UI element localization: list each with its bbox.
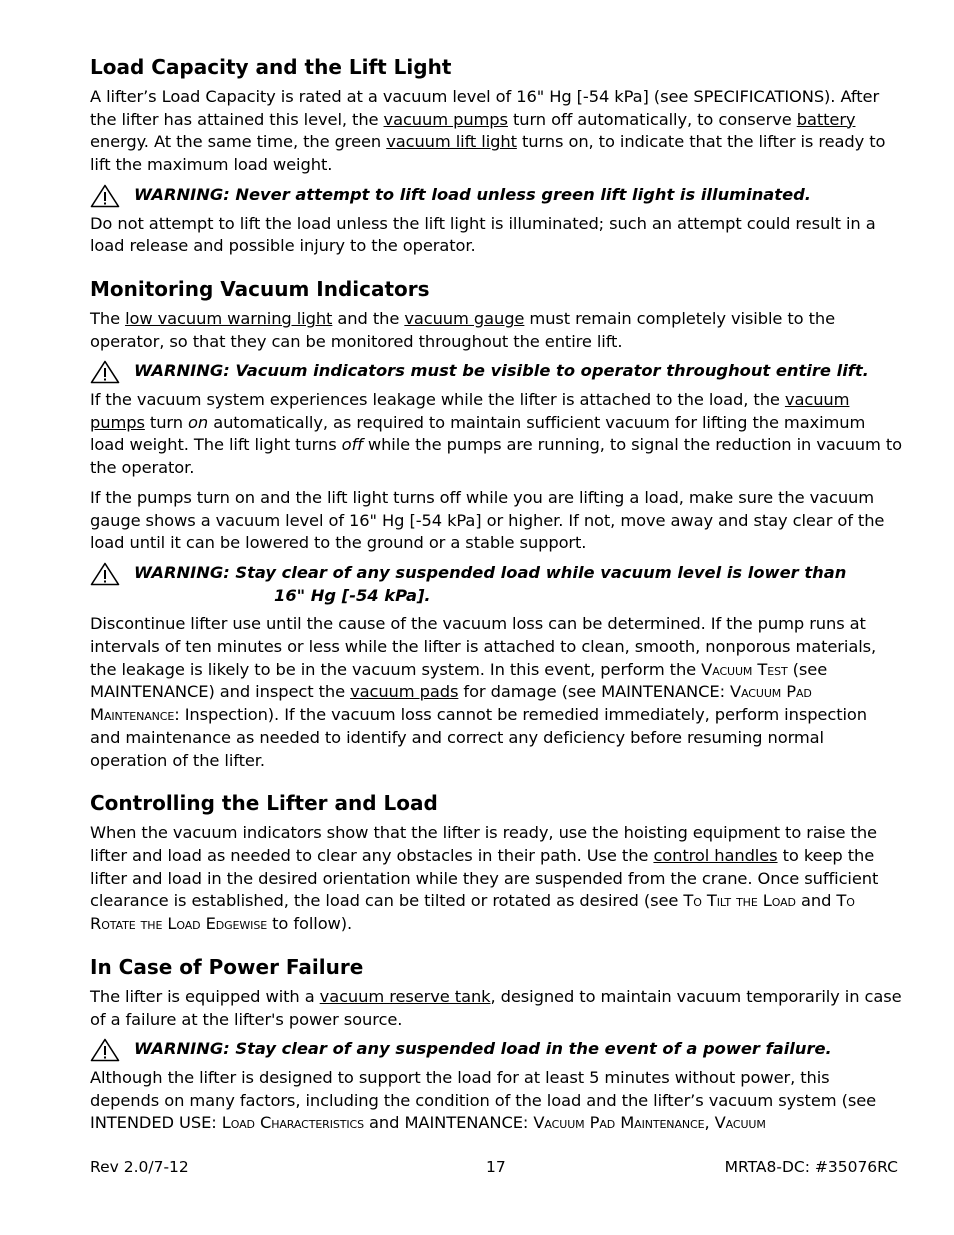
ref-load-characteristics: Load Characteristics [221,1113,364,1133]
warning-notice [90,1038,902,1061]
text: and the [332,308,405,328]
emphasis-off: off [341,435,363,455]
warning-triangle-icon [90,360,120,384]
text: The [90,308,126,328]
heading-power-failure: In Case of Power Failure [90,954,364,979]
text: turn [144,412,189,432]
text: to keep the lifter and load in the desired orientation while they are suspended from the crane. Once sufficient clearance is established, the load can be tilted or rotated as desired (see [90,845,879,911]
text: The lifter is equipped with a [90,986,320,1006]
page-footer [90,1158,898,1178]
warning-triangle-icon [90,1038,120,1062]
warning-text: WARNING: Stay clear of any suspended load in the event of a power failure. [134,1039,832,1059]
term-vacuum-reserve-tank: vacuum reserve tank [319,986,491,1006]
warning-triangle-icon [90,562,120,586]
text: : Inspection). If the vacuum loss cannot be remedied immediately, perform inspection and maintenance as needed to identify and correct any deficiency before resuming normal operation of the lifter. [90,705,867,770]
warning-text: WARNING: Never attempt to lift load unless green lift light is illuminated. [134,184,811,204]
paragraph: Do not attempt to lift the load unless the lift light is illuminated; such an attempt could result in a load release and possible injury to the operator. [90,213,876,256]
term-vacuum-pumps: vacuum pumps [383,109,508,129]
heading-controlling-lifter: Controlling the Lifter and Load [90,791,438,816]
section-load-capacity [90,54,902,258]
term-vacuum-pads: vacuum pads [350,682,459,702]
warning-triangle-icon [90,184,120,208]
ref-vacuum: Vacuum [714,1113,766,1133]
page-content [90,54,902,1153]
text: (see MAINTENANCE) and inspect the [90,659,828,702]
paragraph: If the pumps turn on and the lift light turns off while you are lifting a load, make sure the vacuum gauge shows a vacuum level of 16" Hg [-54 kPa] or higher. If not, move away and stay clear of the load until it can be lowered to the ground or a stable support. [90,487,885,553]
text: energy. At the same time, the green [90,132,387,152]
paragraph [90,613,902,772]
warning-notice [90,184,902,207]
ref-to-tilt-the-load: To Tilt the Load [683,891,796,911]
text: automatically, as required to maintain sufficient vacuum for lifting the maximum load weight. The lift light turns [90,412,866,455]
term-vacuum-gauge: vacuum gauge [404,308,525,328]
text: turns on, to indicate that the lifter is ready to lift the maximum load weight. [90,132,886,175]
warning-notice [90,562,902,607]
text: while the pumps are running, to signal the reduction in vacuum to the operator. [90,435,903,478]
heading-load-capacity: Load Capacity and the Lift Light [90,55,452,79]
paragraph [90,822,902,936]
term-vacuum-pumps: vacuum pumps [90,390,850,432]
paragraph [90,389,902,480]
warning-text: WARNING: Stay clear of any suspended load while vacuum level is lower than [134,562,847,582]
section-controlling-lifter [90,790,902,936]
term-battery: battery [796,109,856,129]
ref-to-rotate-the-load-edgewise: To Rotate the Load Edgewise [90,891,855,934]
text: must remain completely visible to the operator, so that they can be monitored throughout the entire lift. [90,308,835,351]
emphasis-on: on [188,412,209,432]
text: , designed to maintain vacuum temporarily in case of a failure at the lifter's power source. [90,986,902,1029]
footer-page-number: 17 [486,1158,506,1176]
ref-vacuum-pad-maintenance: Vacuum Pad Maintenance [533,1113,705,1133]
footer-revision: Rev 2.0/7-12 [90,1158,189,1176]
warning-notice [90,360,902,383]
section-power-failure [90,954,902,1135]
text: When the vacuum indicators show that the lifter is ready, use the hoisting equipment to raise the lifter and load as needed to clear any obstacles in their path. Use the [90,823,877,865]
text: turn off automatically, to conserve [507,109,797,129]
warning-text: WARNING: Vacuum indicators must be visible to operator throughout entire lift. [134,361,869,381]
term-control-handles: control handles [653,845,778,865]
text: to follow). [267,914,353,934]
section-monitoring-vacuum [90,276,902,772]
term-vacuum-lift-light: vacuum lift light [386,132,517,152]
text: and MAINTENANCE: [363,1113,534,1133]
footer-doc-id: MRTA8-DC: #35076RC [724,1158,898,1176]
paragraph [90,986,902,1031]
text: A lifter’s Load Capacity is rated at a vacuum level of 16" Hg [-54 kPa] (see SPECIFICATIONS). After the lifter has attained this level, the [90,87,880,129]
ref-vacuum-test: Vacuum Test [701,659,788,679]
text: , [704,1113,715,1133]
warning-text-continued: 16" Hg [-54 kPa]. [274,585,431,605]
text: and [795,891,837,911]
text: for damage (see MAINTENANCE: [458,682,731,702]
heading-monitoring-vacuum: Monitoring Vacuum Indicators [90,276,430,301]
text: Although the lifter is designed to support the load for at least 5 minutes without power, this depends on many factors, including the condition of the load and the lifter’s vacuum system (see INTENDED USE: [90,1067,877,1133]
term-low-vacuum-warning-light: low vacuum warning light [125,308,333,328]
paragraph [90,1067,902,1135]
ref-vacuum-pad-maintenance: Vacuum Pad Maintenance [90,682,812,725]
text: If the vacuum system experiences leakage while the lifter is attached to the load, the [90,390,785,410]
paragraph [90,308,902,353]
text: Discontinue lifter use until the cause of the vacuum loss can be determined. If the pump runs at intervals of ten minutes or less while the lifter is attached to clean, smooth, nonporous materials, the leakage is likely to be in the vacuum system. In this event, perform the [90,614,877,679]
paragraph [90,86,902,177]
